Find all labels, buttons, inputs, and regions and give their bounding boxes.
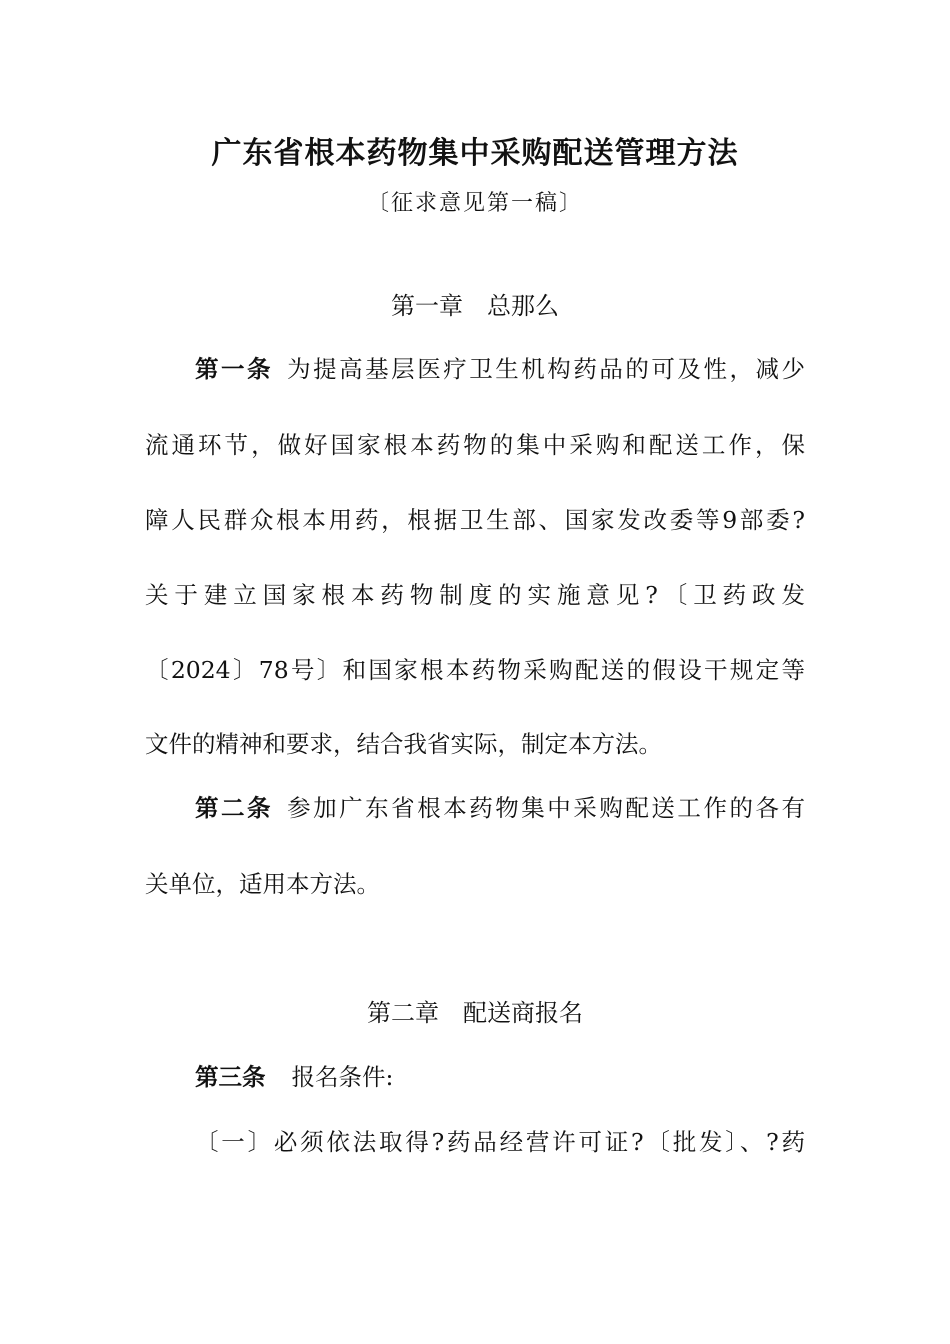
document-subtitle: 〔征求意见第一稿〕 xyxy=(366,191,583,216)
article-text: 为提高基层医疗卫生机构药品的可及性，减少 xyxy=(287,355,806,383)
chapter-number: 第一章 xyxy=(391,292,463,320)
article-1-line-4: 关于建立国家根本药物制度的实施意见?〔卫药政发 xyxy=(145,581,805,609)
chapter-heading-1 xyxy=(0,286,950,321)
article-2-label: 第二条 xyxy=(195,794,274,822)
article-1-line-3: 障人民群众根本用药，根据卫生部、国家发改委等9部委? xyxy=(145,506,805,534)
article-3-label: 第三条 xyxy=(195,1063,266,1091)
article-1-line-5: 〔2024〕78号〕和国家根本药物采购配送的假设干规定等 xyxy=(145,656,805,684)
article-3-line-1 xyxy=(195,1058,805,1092)
article-1-label: 第一条 xyxy=(195,355,274,383)
article-2-line-2: 关单位，适用本方法。 xyxy=(145,870,380,898)
article-text: 报名条件: xyxy=(291,1063,394,1091)
chapter-name: 配送商报名 xyxy=(463,999,583,1027)
article-1-line-6: 文件的精神和要求，结合我省实际，制定本方法。 xyxy=(145,730,662,758)
article-1-line-1 xyxy=(195,350,805,384)
article-text: 参加广东省根本药物集中采购配送工作的各有 xyxy=(287,794,806,822)
chapter-heading-2 xyxy=(0,993,950,1028)
chapter-name: 总那么 xyxy=(487,292,559,320)
article-2-line-1 xyxy=(195,789,805,823)
chapter-number: 第二章 xyxy=(367,999,439,1027)
document-title: 广东省根本药物集中采购配送管理方法 xyxy=(211,136,739,171)
item-1-line-1: 〔一〕必须依法取得?药品经营许可证?〔批发〕、?药 xyxy=(195,1128,805,1156)
article-1-line-2: 流通环节，做好国家根本药物的集中采购和配送工作，保 xyxy=(145,431,805,459)
